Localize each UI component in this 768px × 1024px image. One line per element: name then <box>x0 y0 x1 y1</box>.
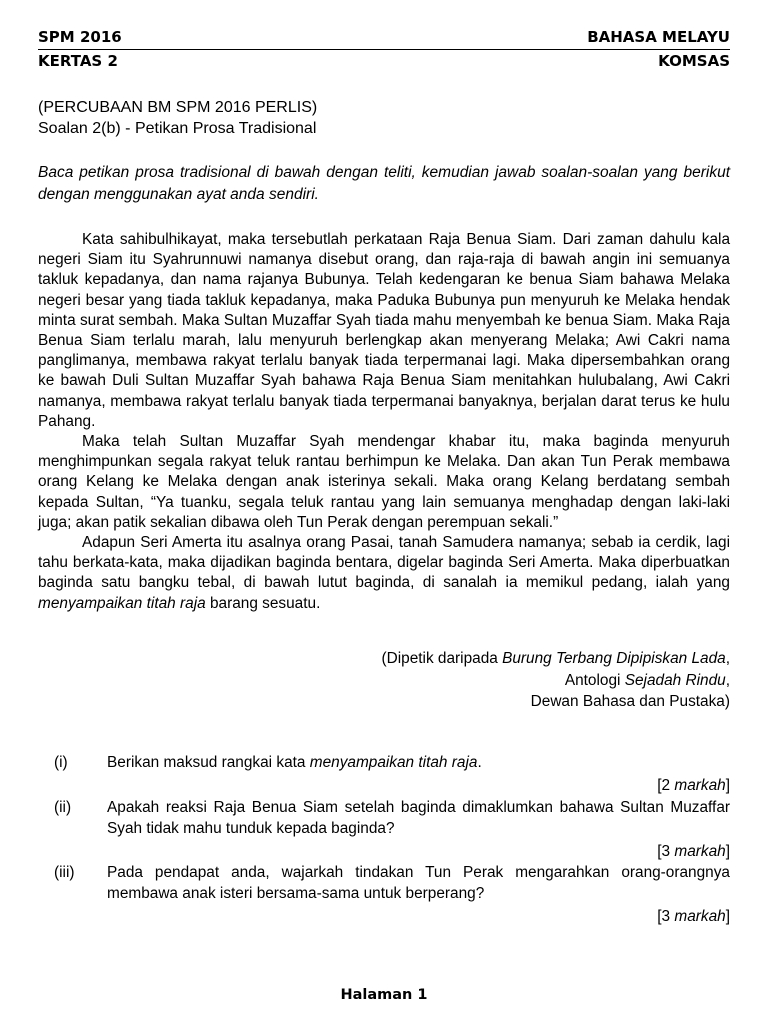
paragraph-3-italic: menyampaikan titah raja <box>38 594 206 612</box>
question-text: Apakah reaksi Raja Benua Siam setelah baginda dimaklumkan bahawa Sultan Muzaffar Syah tidak mahu tunduk kepada baginda? <box>107 799 730 837</box>
marks-label <box>38 775 730 796</box>
book-title: Burung Terbang Dipipiskan Lada <box>502 650 726 667</box>
question-title <box>38 97 317 139</box>
question-ii <box>38 797 730 862</box>
instruction-text: Baca petikan prosa tradisional di bawah dengan teliti, kemudian jawab soalan-soalan yang berikut dengan menggunakan ayat anda sendiri. <box>38 164 730 203</box>
question-i <box>38 752 730 796</box>
prose-passage <box>38 230 730 614</box>
passage-paragraph-3 <box>38 533 730 614</box>
marks-number: [3 <box>657 843 675 860</box>
marks-number: [2 <box>657 777 675 794</box>
citation-line-1 <box>210 648 730 670</box>
question-iii <box>38 862 730 927</box>
marks-word: markah <box>674 908 726 925</box>
question-number: (iii) <box>54 864 75 881</box>
marks-bracket: ] <box>725 908 730 925</box>
exam-year: SPM 2016 <box>38 28 122 46</box>
question-text-prefix: Berikan maksud rangkai kata <box>107 754 310 771</box>
question-number: (ii) <box>54 799 72 816</box>
question-text-suffix: . <box>477 754 482 771</box>
marks-bracket: ] <box>725 843 730 860</box>
anthology-prefix: Antologi <box>564 671 625 689</box>
marks-word: markah <box>674 843 726 860</box>
question-number: (i) <box>54 754 68 771</box>
passage-paragraph-2: Maka telah Sultan Muzaffar Syah mendengar khabar itu, maka baginda menyuruh menghimpunkan segala rakyat teluk rantau berhimpun ke Melaka. Dan akan Tun Perak membawa orang Kelang ke Melaka dengan anak isterinya sekali. Maka orang Kelang berdatang sembah kepada Sultan, “Ya tuanku, segala teluk rantau yang lain semuanya menghadap dengan laki-laki juga; akan patik sekalian dibawa oleh Tun Perak dengan perempuan sekali.” <box>38 433 730 531</box>
question-text-italic: menyampaikan titah raja <box>309 754 478 771</box>
marks-bracket: ] <box>725 777 730 794</box>
subject-name: BAHASA MELAYU <box>587 28 730 46</box>
section-name: KOMSAS <box>658 52 730 70</box>
marks-word: markah <box>674 777 726 794</box>
paragraph-3-start: Adapun Seri Amerta itu asalnya orang Pasai, tanah Samudera namanya; sebab ia cerdik, lagi tahu berkata-kata, maka dijadikan baginda bentara, digelar baginda Seri Amerta. Maka diperbuatkan baginda satu bangku tebal, di bawah lutut baginda, di sanalah ia memikul pedang, ialah yang <box>38 534 730 592</box>
page-header-bottom <box>38 52 730 72</box>
passage-paragraph-1: Kata sahibulhikayat, maka tersebutlah perkataan Raja Benua Siam. Dari zaman dahulu kala negeri Siam itu Syahrunnuwi namanya disebut orang, dan raja-raja di bawah angin ini semuanya takluk kepadanya, dan nama rajanya Bubunya. Telah kedengaran ke benua Siam bahawa Melaka negeri besar yang tiada takluk kepadanya, maka Paduka Bubunya pun menyuruh ke Melaka hendak minta surat sembah. Maka Sultan Muzaffar Syah tiada mahu menyembah ke benua Siam. Maka Raja Benua Siam terlalu marah, lalu menyuruh berlengkap akan menyerang Melaka; Awi Cakri nama panglimanya, membawa rakyat terlalu banyak tiada terpermanai lagi. Maka dipersembahkan orang ke bawah Duli Sultan Muzaffar Syah bahawa Raja Benua Siam menitahkan hulubalang, Awi Cakri namanya, membawa rakyat terlalu banyak tiada terpermanai banyaknya, berjalan darat terus ke hulu Pahang. <box>38 231 730 430</box>
paragraph-3-end: barang sesuatu. <box>205 594 321 612</box>
page-header-top <box>38 28 730 48</box>
source-citation <box>210 648 730 713</box>
marks-label <box>38 906 730 927</box>
citation-comma: , <box>725 650 730 667</box>
marks-number: [3 <box>657 908 675 925</box>
question-subtitle: Soalan 2(b) - Petikan Prosa Tradisional <box>38 120 317 137</box>
marks-label <box>38 841 730 862</box>
question-text: Pada pendapat anda, wajarkah tindakan Tun Perak mengarahkan orang-orangnya membawa anak isteri bersama-sama untuk berperang? <box>107 864 730 902</box>
anthology-comma: , <box>725 671 730 689</box>
citation-line-3: Dewan Bahasa dan Pustaka) <box>530 693 730 710</box>
header-divider <box>38 49 730 50</box>
citation-line-2 <box>210 670 730 692</box>
question-text <box>107 752 730 773</box>
citation-prefix: (Dipetik daripada <box>381 650 503 667</box>
exam-source-title: (PERCUBAAN BM SPM 2016 PERLIS) <box>38 99 318 116</box>
paper-number: KERTAS 2 <box>38 52 118 70</box>
anthology-title: Sejadah Rindu <box>624 671 726 689</box>
page-number: Halaman 1 <box>340 987 428 1003</box>
